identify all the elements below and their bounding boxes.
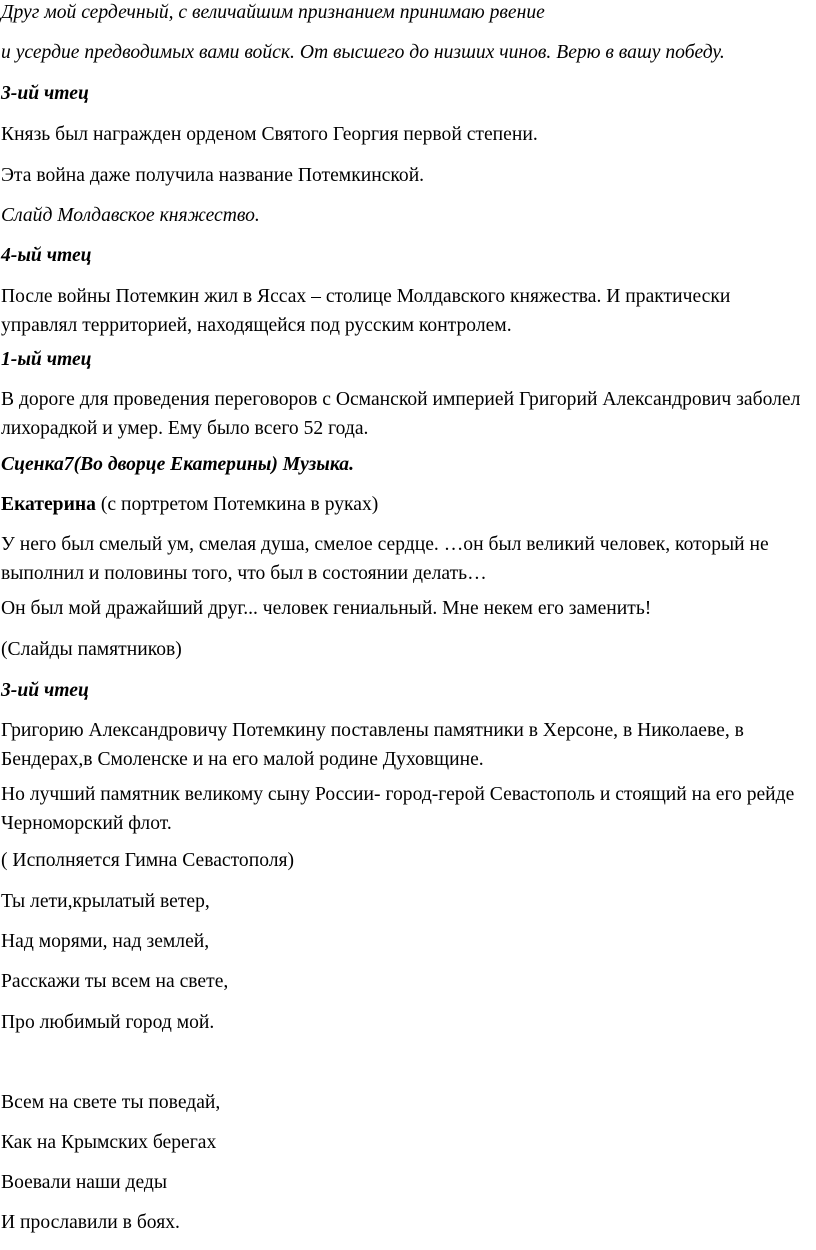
body-paragraph: Но лучший памятник великому сыну России- город-герой Севастополь и стоящий на его рейде Черноморский флот. [1,784,795,834]
song-line: Про любимый город мой. [1,1012,215,1033]
body-paragraph: Он был мой дражайший друг... человек гениальный. Мне некем его заменить! [1,598,652,619]
speaker-heading: 1-ый чтец [1,349,92,370]
body-paragraph: После войны Потемкин жил в Яссах – столице Молдавского княжества. И практически управлял территорией, находящейся под русским контролем. [1,286,731,336]
scene-heading: Сценка7(Во дворце Екатерины) Музыка. [1,454,354,475]
character-line [1,490,809,519]
speaker-heading: 3-ий чтец [1,680,89,701]
letter-line-2: и усердие предводимых вами войск. От высшего до низших чинов. Верю в вашу победу. [1,42,725,63]
speaker-heading: 4-ый чтец [1,245,92,266]
song-line: Ты лети,крылатый ветер, [1,891,210,912]
speaker-heading: 3-ий чтец [1,83,89,104]
song-line: Воевали наши деды [1,1172,168,1193]
slide-note: Слайд Молдавское княжество. [1,205,260,226]
letter-line-1: Друг мой сердечный, с величайшим признанием принимаю рвение [1,2,545,23]
song-line: Расскажи ты всем на свете, [1,971,229,992]
song-line: Над морями, над землей, [1,931,210,952]
body-paragraph: Григорию Александровичу Потемкину поставлены памятники в Херсоне, в Николаеве, в Бендерах,в Смоленске и на его малой родине Духовщине. [1,720,744,770]
song-line: И прославили в боях. [1,1212,180,1233]
character-name: Екатерина [1,494,96,515]
stage-note: ( Исполняется Гимна Севастополя) [1,850,295,871]
body-paragraph: Эта война даже получила название Потемкинской. [1,165,425,186]
body-paragraph: Князь был награжден орденом Святого Георгия первой степени. [1,124,538,145]
stage-direction: (с портретом Потемкина в руках) [95,494,379,515]
body-paragraph: У него был смелый ум, смелая душа, смелое сердце. …он был великий человек, который не выполнил и половины того, что был в состоянии делать… [1,534,769,584]
song-line: Всем на свете ты поведай, [1,1092,221,1113]
stage-note: (Слайды памятников) [1,639,182,660]
body-paragraph: В дороге для проведения переговоров с Османской империей Григорий Александрович заболел лихорадкой и умер. Ему было всего 52 года. [1,389,801,439]
song-line: Как на Крымских берегах [1,1132,217,1153]
